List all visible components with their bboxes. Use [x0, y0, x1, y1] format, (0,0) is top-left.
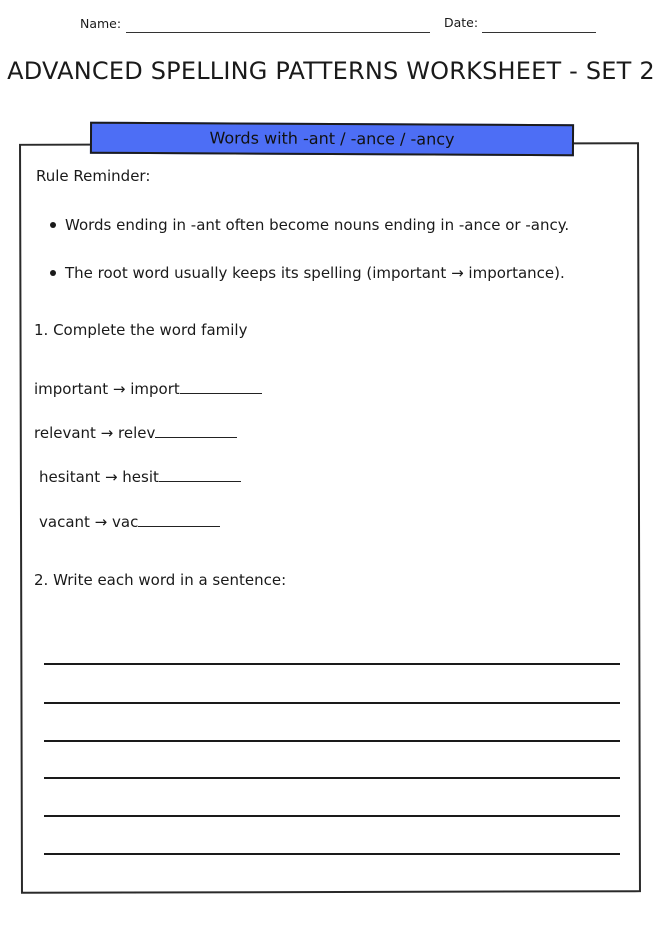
word-family-item — [34, 424, 237, 442]
answer-blank[interactable] — [159, 480, 241, 482]
word-family-prompt: relevant → relev — [34, 424, 156, 442]
rule-heading: Rule Reminder: — [36, 167, 151, 185]
rule-bullet — [50, 264, 565, 282]
header-row — [0, 14, 662, 38]
word-family-item — [39, 468, 241, 486]
section2-heading: 2. Write each word in a sentence: — [34, 571, 287, 589]
answer-blank[interactable] — [180, 392, 262, 394]
date-label: Date: — [444, 15, 479, 30]
answer-blank[interactable] — [155, 436, 237, 438]
section1-heading: 1. Complete the word family — [34, 321, 248, 339]
writing-line[interactable] — [44, 853, 620, 855]
writing-line[interactable] — [44, 702, 620, 704]
writing-line[interactable] — [44, 663, 620, 665]
word-family-item — [34, 380, 262, 398]
writing-line[interactable] — [44, 740, 620, 742]
topic-banner: Words with -ant / -ance / -ancy — [90, 122, 574, 157]
writing-line[interactable] — [44, 777, 620, 779]
rule-bullet-text: Words ending in -ant often become nouns ending in -ance or -ancy. — [65, 216, 570, 234]
rule-bullet-text: The root word usually keeps its spelling (important → importance). — [65, 264, 565, 282]
writing-line[interactable] — [44, 815, 620, 817]
worksheet-title: ADVANCED SPELLING PATTERNS WORKSHEET - SET 2 — [7, 57, 655, 85]
word-family-prompt: important → import — [34, 380, 180, 398]
name-label: Name: — [80, 16, 122, 31]
word-family-item — [39, 513, 220, 531]
bullet-dot-icon — [50, 270, 56, 276]
name-field[interactable] — [126, 32, 430, 33]
word-family-prompt: hesitant → hesit — [39, 468, 159, 486]
answer-blank[interactable] — [138, 525, 220, 527]
rule-bullet — [50, 216, 569, 234]
bullet-dot-icon — [50, 222, 56, 228]
date-field[interactable] — [482, 32, 596, 33]
word-family-prompt: vacant → vac — [39, 513, 139, 531]
